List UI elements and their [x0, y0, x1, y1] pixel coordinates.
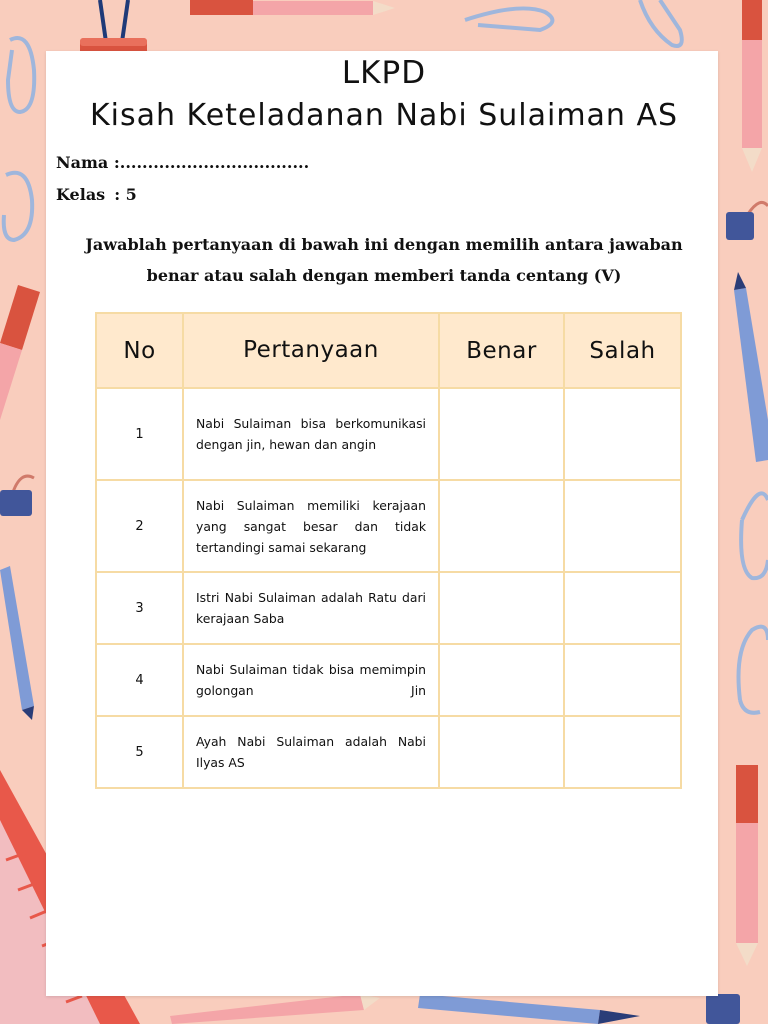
- row-question: Ayah Nabi Sulaiman adalah Nabi Ilyas AS: [183, 716, 439, 788]
- class-field: [56, 185, 137, 204]
- row-number: 4: [96, 644, 183, 716]
- name-field[interactable]: Nama :..................................: [56, 153, 310, 172]
- header-true: Benar: [439, 313, 564, 388]
- pencil-icon: [190, 0, 395, 15]
- paperclip-icon: [465, 0, 682, 46]
- true-checkbox-cell[interactable]: [439, 644, 564, 716]
- table-row: [96, 480, 681, 572]
- row-number: 5: [96, 716, 183, 788]
- row-question: Istri Nabi Sulaiman adalah Ratu dari kerajaan Saba: [183, 572, 439, 644]
- false-checkbox-cell[interactable]: [564, 572, 681, 644]
- row-number: 1: [96, 388, 183, 480]
- true-checkbox-cell[interactable]: [439, 572, 564, 644]
- page-subtitle: Kisah Keteladanan Nabi Sulaiman AS: [89, 98, 679, 133]
- table-row: [96, 572, 681, 644]
- pencil-icon: [0, 566, 34, 720]
- instruction-text: Jawablah pertanyaan di bawah ini dengan memilih antara jawaban benar atau salah dengan memberi tanda centang (V): [85, 235, 683, 285]
- binder-clip-icon: [706, 994, 740, 1024]
- false-checkbox-cell[interactable]: [564, 716, 681, 788]
- row-question: Nabi Sulaiman tidak bisa memimpin golongan Jin: [183, 644, 439, 716]
- row-question: Nabi Sulaiman memiliki kerajaan yang sangat besar dan tidak tertandingi samai sekarang: [183, 480, 439, 572]
- pencil-icon: [734, 272, 768, 462]
- pencil-icon: [736, 765, 758, 966]
- pencil-icon: [0, 285, 40, 420]
- true-checkbox-cell[interactable]: [439, 716, 564, 788]
- table-row: [96, 644, 681, 716]
- false-checkbox-cell[interactable]: [564, 388, 681, 480]
- table-row: [96, 388, 681, 480]
- true-checkbox-cell[interactable]: [439, 388, 564, 480]
- page-title: LKPD: [341, 55, 427, 91]
- class-label: Kelas: [56, 185, 106, 204]
- header-false: Salah: [564, 313, 681, 388]
- true-checkbox-cell[interactable]: [439, 480, 564, 572]
- pencil-icon: [170, 994, 640, 1024]
- binder-clip-icon: [0, 476, 34, 516]
- header-question: Pertanyaan: [183, 313, 439, 388]
- row-question: Nabi Sulaiman bisa berkomunikasi dengan jin, hewan dan angin: [183, 388, 439, 480]
- row-number: 3: [96, 572, 183, 644]
- header-no: No: [96, 313, 183, 388]
- false-checkbox-cell[interactable]: [564, 644, 681, 716]
- row-number: 2: [96, 480, 183, 572]
- class-value: : 5: [114, 185, 137, 204]
- table-header-row: [96, 313, 681, 388]
- table-row: [96, 716, 681, 788]
- binder-clip-icon: [726, 202, 768, 240]
- question-table: [95, 312, 682, 789]
- false-checkbox-cell[interactable]: [564, 480, 681, 572]
